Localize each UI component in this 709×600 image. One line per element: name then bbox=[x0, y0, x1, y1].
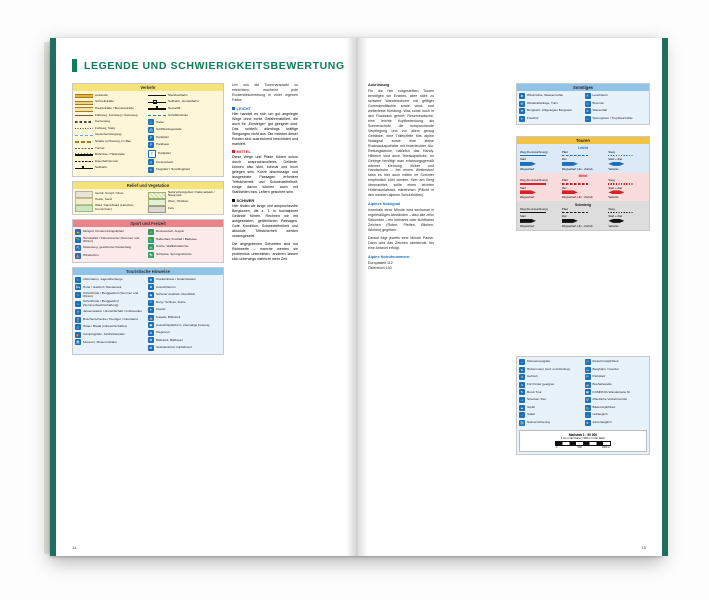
legend-label: Fels bbox=[168, 205, 174, 210]
legend-label: Eisenbahntunnel bbox=[95, 158, 119, 163]
information-icon: i bbox=[75, 277, 81, 283]
scale-title: Maßstab 1 : 50 000 bbox=[568, 432, 598, 437]
touren-table-mittel bbox=[519, 178, 647, 200]
legend-label: Hafen bbox=[156, 119, 165, 124]
symbol-wald bbox=[75, 205, 93, 210]
scale-tick-1: 500 bbox=[577, 446, 582, 450]
hospital-icon: ✚ bbox=[149, 277, 153, 282]
legend-label: Schipiste, Sprungschanze bbox=[156, 252, 192, 257]
right-head-touren: Touren bbox=[517, 137, 649, 144]
symbol-standseilbahn bbox=[148, 93, 166, 98]
swimming-icon: 🏊 bbox=[149, 237, 153, 242]
legend-head-tourist: Touristische Hinweise bbox=[73, 268, 223, 275]
legend-label: Minigolf, Kindermininigolfplatz bbox=[83, 229, 124, 234]
viewpoint-icon: ◉ bbox=[149, 292, 153, 297]
notruf-line-1: Europaweit 112 bbox=[368, 261, 393, 266]
legend-label: Strecken-Tour bbox=[527, 397, 547, 402]
legend-label: Sessellift bbox=[168, 105, 181, 110]
legend-label: Heide, Sand bbox=[95, 197, 113, 202]
sonstiges-col-right bbox=[585, 93, 648, 122]
legend-col-relief-left bbox=[75, 191, 148, 211]
windmill-icon: ✺ bbox=[520, 94, 524, 98]
scale-tick-0: 0 bbox=[556, 446, 558, 450]
touren-level-schwierig bbox=[517, 201, 649, 230]
fountain-icon: ⌼ bbox=[585, 101, 591, 107]
leicht-r2c2: Variante bbox=[608, 166, 619, 171]
notsignal-text-2: Darauf folgt jeweils eine Minute Pause. Dann wird das Zeichen wiederholt, bis eine Antwort erfolgt. bbox=[368, 236, 434, 251]
touren-level-leicht bbox=[517, 144, 649, 173]
biwak-icon: △ bbox=[76, 325, 80, 330]
legend-col-tourist-right bbox=[148, 277, 221, 351]
page-number-right: 15 bbox=[641, 545, 646, 550]
museum-icon: 🏛 bbox=[75, 340, 81, 345]
leicht-r1c0: Start bbox=[520, 157, 526, 162]
parking-lot-icon: P bbox=[148, 150, 156, 158]
cemetery-icon: ✝ bbox=[520, 116, 524, 121]
scale-tick-2: 1000 m bbox=[602, 446, 610, 450]
legend-label: Parkhaus bbox=[156, 142, 170, 147]
legend-label: KOMPASS-Wanderkarte Nr. bbox=[592, 389, 632, 394]
legend-box-tourist bbox=[72, 267, 224, 355]
legend-label: Wegkreuz bbox=[156, 330, 170, 335]
symbol-fussweg bbox=[75, 126, 93, 131]
minigolf-icon: ⛳ bbox=[76, 230, 80, 235]
map-scale bbox=[519, 430, 647, 453]
schwer-text: Hier finden wir lange und anspruchsvolle Bergtouren, die z. T. in hochalpines Gelände führen. Rechnen wir mit ausgesetzten, gefährlichen Passagen. Gute Kondition, Schwindelfreiheit und absolute Trittsicherheit werden vorausgesetzt. bbox=[232, 204, 298, 238]
cave-icon: ⌂ bbox=[585, 116, 591, 122]
legend-label: Grabdenkmal, Gipfelkreuz bbox=[156, 345, 192, 350]
heading-notsignal: Alpines Notsignal bbox=[368, 202, 401, 207]
mittel-r2c2: Variante bbox=[608, 195, 619, 200]
legend-label: Sattel bbox=[527, 412, 535, 417]
leicht-r0c2: Steig bbox=[608, 149, 615, 154]
legend-label: Tunnel bbox=[95, 145, 105, 150]
legend-label: Bahnlinie / Haltestelle bbox=[95, 152, 125, 157]
mittel-r1c0: Start bbox=[520, 185, 526, 190]
right-head-sonstiges: Sonstiges bbox=[517, 84, 649, 91]
touren-level-leicht-name: Leicht bbox=[578, 145, 588, 150]
heading-schwer-label: SCHWER bbox=[236, 198, 255, 204]
legend-label: Schutzhütte / Berggasthof (Sommer und Winter) bbox=[83, 290, 139, 299]
mittel-r2c1: Wegverlauf, Hin - Zurück bbox=[561, 195, 593, 200]
heading-mittel-label: MITTEL bbox=[236, 149, 251, 155]
mittel-r1c1: Ziel bbox=[561, 185, 567, 190]
alm-icon: 🍴 bbox=[76, 309, 80, 314]
waterfall-icon: ≋ bbox=[586, 109, 589, 114]
legend-label: Kilometerangabe bbox=[527, 359, 551, 364]
legend-label: Schiffsanlegestelle bbox=[156, 127, 182, 132]
legend-label: Sprengstein / Tropfsteinhöhle bbox=[592, 116, 633, 121]
winter-suitable-icon: ❄ bbox=[586, 420, 589, 425]
legend-label: Wald, Kampfwald (Latschen, Krummholz) bbox=[95, 203, 135, 211]
legend-label: Kreisverkehr bbox=[156, 159, 174, 164]
point-to-point-icon: ⇢ bbox=[520, 397, 524, 402]
legend-col-sport-left bbox=[75, 229, 148, 259]
legend-col-verkehr-left bbox=[75, 93, 148, 173]
legend-label: Kapelle, Bildstock bbox=[156, 314, 181, 319]
legend-label: Seilbahn, Gondelbahn bbox=[168, 99, 199, 104]
klettersteig-icon: ⛏ bbox=[75, 246, 81, 251]
mittel-r0c1: Pfad bbox=[561, 178, 568, 183]
scale-subtitle: 1 cm in der Karte = 500 m in der Natur bbox=[560, 436, 606, 440]
touren-table-leicht bbox=[519, 150, 647, 172]
bathing-icon: 🏊 bbox=[585, 405, 590, 410]
legend-label: Museum, Museumsbahn bbox=[83, 339, 117, 344]
castle-icon: ⛫ bbox=[149, 300, 153, 304]
legend-col-tourist-left bbox=[75, 277, 148, 351]
touren-table-schwierig bbox=[519, 207, 647, 229]
boat-rental-icon: 🚣 bbox=[149, 230, 153, 235]
refreshment-icon: 🍴 bbox=[585, 360, 590, 364]
legend-label: Burg / Schloss, Ruine bbox=[156, 299, 186, 304]
legend-label: Windsurfen bbox=[83, 252, 99, 257]
legend-label: Höhenmeter (Auf- und Abstieg) bbox=[527, 366, 570, 371]
legend-label: Gehzeit bbox=[527, 374, 538, 379]
legend-col-verkehr-right bbox=[148, 93, 221, 173]
legend-label: Brunnen bbox=[592, 100, 605, 105]
legend-label: Hotel / Gasthof / Restaurant bbox=[83, 284, 122, 289]
legend-label: Kloster bbox=[156, 307, 166, 312]
legend-label: Hauptstraße / Bundesstraße bbox=[95, 105, 134, 110]
roundabout-icon: ◎ bbox=[149, 160, 153, 165]
summit-icon: ▲ bbox=[520, 405, 524, 410]
legend-label: Bildstock, Bildbaum bbox=[156, 337, 183, 342]
legend-label: Fahrweg, Forstweg / Güterweg bbox=[95, 112, 138, 117]
legend-label: Gipfel bbox=[527, 404, 536, 409]
legend-label: Flugplatz / Sportflugplatz bbox=[156, 167, 191, 172]
legend-column bbox=[72, 83, 224, 359]
legend-box-relief bbox=[72, 181, 224, 215]
title-accent-bar bbox=[72, 59, 77, 72]
legend-label: Für Kinder geeignet bbox=[527, 382, 555, 387]
leicht-color-swatch bbox=[232, 107, 235, 110]
mine-icon: ⚒ bbox=[520, 109, 524, 114]
legend-label: Fußweg, Steig bbox=[95, 125, 115, 130]
heading-notruf: Alpine Notrufnummern: bbox=[368, 255, 411, 260]
mittel-text: Diese Wege und Pfade führen schon durch anspruchsvolleres Gelände, können also steil, schmal und hoch gelegen sein. Kurze abschüssige und ausgesetzte Passagen erfordern Trittsicherheit und Schwindelfreiheit; einige davon können auch mit Stahlseilen bzw. Leitern gesichert sein. bbox=[232, 155, 298, 195]
touren-level-mittel-name: Mittel bbox=[578, 174, 588, 178]
legend-label: Hütte / Biwak (unbewirtschaftet) bbox=[83, 324, 127, 329]
ship-dock-icon: ⛴ bbox=[148, 127, 154, 132]
fortress-icon: ▣ bbox=[149, 323, 153, 328]
altitude-icon: ⇅ bbox=[520, 367, 524, 372]
public-transport-icon: 🚏 bbox=[585, 397, 590, 402]
symbol-seilbahn bbox=[75, 166, 93, 171]
legend-label: Bergwerk, stillgelegtes Bergwerk bbox=[527, 108, 572, 113]
page-number-left: 14 bbox=[72, 545, 77, 550]
legend-label: Bademöglichkeit bbox=[592, 404, 616, 409]
legend-label: Wasserfall bbox=[592, 108, 607, 113]
leicht-r0c0: Weg (Kennzeichnung) bbox=[520, 149, 548, 154]
heading-mittel bbox=[232, 149, 298, 154]
bike-suitable-icon: 🚲 bbox=[585, 413, 590, 418]
symbol-bahnlinie bbox=[75, 152, 93, 157]
symbol-schnellstrasse bbox=[75, 100, 93, 105]
legend-label: Schnellstraße bbox=[95, 99, 114, 104]
schwierig-r2c1: Wegverlauf, Hin - Zurück bbox=[561, 223, 593, 228]
shrine-icon: ❂ bbox=[149, 338, 153, 343]
tennis-icon: 🎾 bbox=[76, 238, 80, 243]
schwierig-r2c0: Wegverlauf bbox=[520, 223, 535, 228]
legend-label: Krankenhaus / Notarztstation bbox=[156, 276, 196, 281]
symbol-autobahn bbox=[75, 93, 93, 98]
legend-label: Tennisplatz / Fitnesscenter (Sommer und Winter) bbox=[83, 235, 140, 244]
hut-winter-icon: ⌂ bbox=[75, 292, 81, 298]
harbor-icon: ⚓ bbox=[149, 120, 153, 125]
symbol-eisenbahntunnel bbox=[75, 159, 93, 164]
ausruestung-text: Für die hier vorgestellten Touren benötigen wir Erstens, aber nicht zu schwere Wanderschuhe mit griffiger Gummiprofilsohle sowie wind- und wetterfeste Kleidung. Was sonst noch in den Rucksack gehört: Reservewäsche, eine leichte Kopfbedeckung als Sonnenschutz, die entsprechende Verpflegung und vor allem genug Getränke, eine Trillerpfeife fürs alpine Notsignal sowie eine kleine Rucksackapotheke mit federleichter Alu-Rettungsdecke, natürlich das Handy. Hilfreich sind auch Teleskopstöcke. Im Gebirge benötigt man erfahrungsgemäß wärmer Kleidung, Mütze und Handschuhe – bei einem Wettersturz kann es hier auch mitten im Sommer empfindlich kühl werden. Wer am Berg übernachtet, sollte einen leichten Hüttenschlafsack mitnehmen (Pflicht in den meisten alpinen Schutzhütten). bbox=[368, 89, 434, 198]
legend-label: Friedhof bbox=[527, 116, 539, 121]
symbol-strasse-bau bbox=[75, 139, 93, 144]
mittel-r0c2: Steig bbox=[608, 178, 615, 183]
legend-label: radtauglich bbox=[592, 412, 608, 417]
right-page bbox=[356, 38, 668, 556]
schwierig-r1c0: Start bbox=[520, 214, 526, 219]
buschenschenke-icon: 🍷 bbox=[76, 317, 80, 322]
legend-label: Geröll, Sumpf / Moor bbox=[95, 190, 124, 195]
legend-label: Schilfahrtslinie bbox=[168, 112, 188, 117]
legend-head-verkehr: Verkehr bbox=[73, 84, 223, 91]
symbol-gletscheruebergang bbox=[75, 133, 93, 138]
leicht-r2c1: Wegverlauf, Hin - Zurück bbox=[561, 166, 593, 171]
wayside-cross-icon: ✜ bbox=[149, 330, 153, 335]
symbol-schifffahrtslinie bbox=[148, 113, 166, 118]
schwierig-r0c0: Weg (Kennzeichnung) bbox=[520, 206, 548, 211]
symbol-sessellift bbox=[148, 106, 166, 111]
legend-label: Straße in Planung, im Bau bbox=[95, 138, 132, 143]
parking-symbol-icon: P bbox=[586, 375, 589, 380]
wind-turbine-icon: Ψ bbox=[520, 101, 524, 106]
mittel-r2c0: Wegverlauf bbox=[520, 195, 535, 200]
legend-label: Aussichtsturm bbox=[156, 284, 176, 289]
leicht-r0c1: Pfad bbox=[561, 149, 568, 154]
legend-label: Parkplatz bbox=[156, 134, 169, 139]
round-tour-icon: ↻ bbox=[520, 390, 524, 395]
kompass-map-icon: ▦ bbox=[585, 390, 589, 395]
legend-label: Kirche, Wallfahrtskirche bbox=[156, 244, 189, 249]
gehzeiten-text: Die angegebenen Gehzeiten sind nur Richtwerte – manche werden sie problemlos unterbieten, anderen lassen sich unterwegs vielleicht mehr Zeit. bbox=[232, 241, 298, 261]
schwierig-r0c2: Steig bbox=[608, 206, 615, 211]
legend-label: Seilversicherung bbox=[527, 420, 550, 425]
touren-level-mittel bbox=[517, 173, 649, 202]
legend-label: Wein, Obstbau bbox=[168, 199, 189, 204]
legend-head-relief: Relief und Vegetation bbox=[73, 182, 223, 189]
rope-secured-icon: ⛓ bbox=[519, 420, 525, 425]
mittel-r0c0: Weg (Kennzeichnung) bbox=[520, 178, 548, 183]
child-friendly-icon: ☺ bbox=[520, 382, 524, 387]
legend-label: Seilbahn bbox=[95, 165, 108, 170]
symbol-gondelbahn bbox=[148, 100, 166, 105]
heading-schwer bbox=[232, 198, 298, 203]
legend-label: Aussichtsplattform, ehemalige Festung bbox=[156, 322, 210, 327]
legend-label: Bootsverleih, Angeln bbox=[156, 229, 185, 234]
mittel-r1c2: Start + Ziel bbox=[608, 185, 622, 190]
symbols-col-right bbox=[585, 359, 648, 426]
cable-car-icon: 🚠 bbox=[585, 367, 590, 372]
legend-label: Campingplatz, Schihüttenplatz bbox=[83, 331, 125, 336]
legend-label: Information, Jugendherberge bbox=[83, 276, 123, 281]
legend-label: Karrenweg bbox=[95, 119, 110, 124]
legend-label: Hallenbad, Freibad / Badesee bbox=[156, 236, 197, 241]
camping-icon: ⛺ bbox=[76, 332, 80, 337]
walking-time-icon: ⏱ bbox=[520, 375, 524, 380]
legend-label: Buschenschenke / Heuriger, Unterstand bbox=[83, 316, 138, 321]
legend-label: Parkplatz bbox=[592, 374, 606, 379]
windsurf-icon: ⛵ bbox=[76, 253, 80, 258]
notruf-line-2: Österreich 140 bbox=[368, 266, 392, 271]
right-box-touren bbox=[516, 136, 650, 231]
legend-label: Naturschutzgebiet / Nationalpark / Naturpark bbox=[168, 189, 215, 198]
legend-label: Windmühle, Wassermühle bbox=[527, 93, 563, 98]
symbol-naturschutzgebiet bbox=[148, 192, 166, 197]
intro-text: Um uns die Tourenauswahl zu erleichtern, erscheint jede Routenbeschreibung in einer eigenen Farbe: bbox=[232, 83, 298, 102]
symbol-wein-obstbau bbox=[148, 199, 166, 204]
monastery-icon: ✝ bbox=[149, 308, 153, 313]
mittel-color-swatch bbox=[232, 150, 235, 153]
legend-label: Bergbahn / Gondel bbox=[592, 366, 619, 371]
symbol-geroell bbox=[75, 191, 93, 196]
airport-icon: ✈ bbox=[149, 167, 153, 172]
symbol-hauptstrasse bbox=[75, 106, 93, 111]
leicht-text: Hier handelt es sich um gut angelegte Wege ohne echte Gefahrenstellen, die auch für „Einsteiger“ gut geeignet sind. Das schließt allerdings kräftige Steigungen nicht aus. Die meisten dieser Routen sind ausreichend beschildert und markiert. bbox=[232, 111, 298, 146]
legend-label: Schöner Ausblick, Rundblick bbox=[156, 292, 196, 297]
legend-box-sport bbox=[72, 219, 224, 263]
legend-label: Gletscherübergang bbox=[95, 132, 122, 137]
schwer-color-swatch bbox=[232, 199, 235, 202]
lookout-tower-icon: ♜ bbox=[149, 285, 153, 290]
leicht-r1c2: Start + Ziel bbox=[608, 157, 622, 162]
symbol-heide-sand bbox=[75, 198, 93, 203]
lighthouse-icon: ≛ bbox=[586, 94, 589, 98]
right-box-sonstiges bbox=[516, 83, 650, 125]
hut-summer-icon: ⌂ bbox=[75, 301, 81, 307]
leicht-r2c0: Wegverlauf bbox=[520, 166, 535, 171]
schwierig-r0c1: Pfad bbox=[561, 206, 568, 211]
right-box-symbols bbox=[516, 356, 650, 455]
legend-label: Standseilbahn bbox=[168, 92, 188, 97]
legend-col-relief-right bbox=[148, 191, 221, 211]
symbol-fahrweg bbox=[75, 113, 93, 118]
legend-label: öffentliche Verkehrsmittel bbox=[592, 397, 628, 402]
notsignal-text: Innerhalb einer Minute wird sechsmal in regelmäßigen Abständen – also alle zehn Sekunden – ein hörbares oder sichtbares Zeichen (Rufen, Pfeifen, Blinken, Winken) gegeben. bbox=[368, 208, 434, 233]
parking-icon: P bbox=[149, 135, 153, 140]
legend-label: Kletterweg, gesicherter Klettersteig bbox=[83, 245, 131, 250]
ski-jump-icon: ⛷ bbox=[148, 252, 154, 257]
legend-label: Rund-Tour bbox=[527, 389, 542, 394]
legend-label: Jausenstation / Almwirtschaft / Imbissstube bbox=[83, 309, 142, 314]
left-page bbox=[50, 38, 362, 556]
right-text-column-1 bbox=[368, 83, 434, 271]
church-icon: ⛪ bbox=[149, 245, 153, 250]
leicht-r1c1: Ziel bbox=[561, 157, 567, 162]
symbol-karrenweg bbox=[75, 119, 93, 124]
book-spread bbox=[50, 38, 662, 556]
symbol-fels bbox=[148, 206, 166, 211]
chapel-icon: ⛪ bbox=[149, 315, 153, 320]
legend-label: wintertauglich bbox=[592, 420, 612, 425]
parking-garage-icon: P bbox=[149, 143, 153, 148]
legend-label: Schutzhütte / Berggasthof (Sommerbewirtschaftung) bbox=[83, 299, 119, 307]
distance-icon: ↔ bbox=[520, 360, 524, 364]
left-text-column bbox=[232, 83, 298, 262]
legend-label: Bushaltestelle bbox=[592, 382, 612, 387]
schwierig-r2c2: Variante bbox=[608, 223, 619, 228]
saddle-icon: ⌣ bbox=[520, 413, 524, 418]
touren-level-schwierig-name: Schwierig bbox=[574, 202, 592, 207]
symbols-col-left bbox=[519, 359, 582, 426]
page-title: LEGENDE UND SCHWIERIGKEITSBEWERTUNG bbox=[84, 60, 345, 72]
legend-label: Einkehrmöglichkeit bbox=[592, 359, 619, 364]
sonstiges-col-left bbox=[519, 93, 582, 122]
legend-col-sport-right bbox=[148, 229, 221, 259]
schwierig-r1c2: Start + Ziel bbox=[608, 214, 622, 219]
legend-label: Leuchtturm bbox=[592, 93, 608, 98]
heading-leicht-label: LEICHT bbox=[236, 105, 251, 111]
legend-label: Autobahn bbox=[95, 92, 109, 97]
symbol-tunnel bbox=[75, 146, 93, 151]
legend-box-verkehr bbox=[72, 83, 224, 177]
schwierig-r1c1: Ziel bbox=[561, 214, 567, 219]
hotel-icon: 🛏 bbox=[75, 285, 81, 290]
bus-stop-icon: 🚌 bbox=[585, 382, 590, 387]
legend-label: Parkplatz bbox=[158, 151, 171, 156]
legend-label: Windkraftanlage, Turm bbox=[527, 100, 559, 105]
heading-leicht bbox=[232, 106, 298, 111]
legend-head-sport: Sport und Freizeit bbox=[73, 220, 223, 227]
summit-cross-icon: ✠ bbox=[149, 346, 153, 351]
heading-ausruestung: Ausrüstung bbox=[368, 83, 390, 87]
